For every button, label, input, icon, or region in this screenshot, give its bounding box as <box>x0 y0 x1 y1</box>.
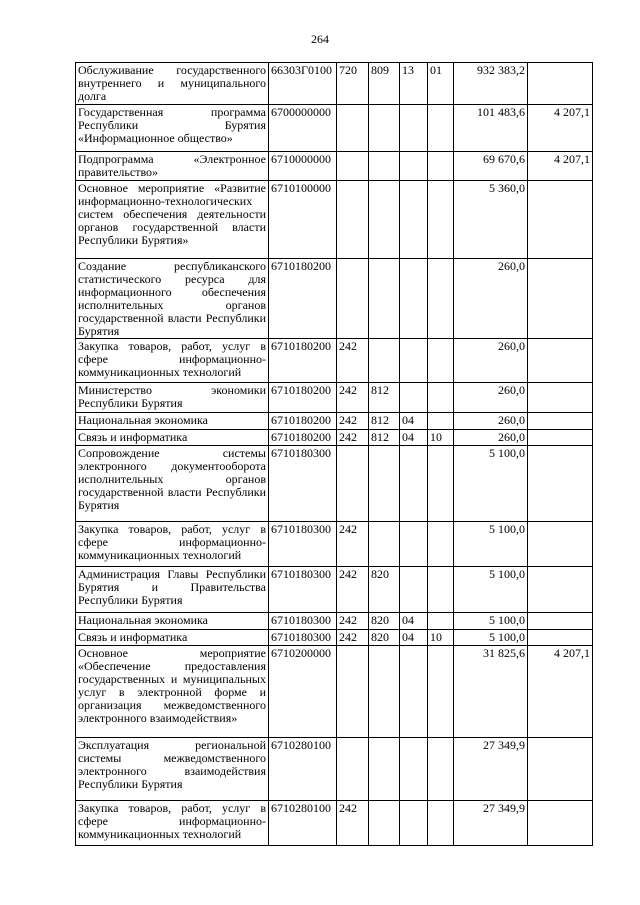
row-sum2 <box>528 259 593 339</box>
row-name: Основное мероприятие «Обеспечение предоставления государственных и муниципальных услуг в электронной форме и организация межведомственного электронного взаимодействия» <box>76 646 269 738</box>
page-number: 264 <box>311 32 329 46</box>
row-pr <box>428 413 454 430</box>
row-vr: 720 <box>337 63 369 105</box>
row-grbs <box>369 152 400 181</box>
row-rz: 04 <box>400 430 428 446</box>
row-csr: 6700000000 <box>269 105 337 152</box>
row-vr <box>337 181 369 259</box>
row-rz <box>400 738 428 801</box>
row-name: Создание республиканского статистического ресурса для информационного обеспечения исполнительных органов государственной власти Республики Бурятия <box>76 259 269 339</box>
row-sum: 27 349,9 <box>454 738 528 801</box>
row-name: Обслуживание государственного внутреннего и муниципального долга <box>76 63 269 105</box>
row-csr: 6710180200 <box>269 383 337 413</box>
row-grbs <box>369 801 400 846</box>
row-grbs: 812 <box>369 430 400 446</box>
row-pr <box>428 383 454 413</box>
row-csr: 6710180200 <box>269 413 337 430</box>
row-sum: 260,0 <box>454 413 528 430</box>
row-grbs: 812 <box>369 383 400 413</box>
row-rz <box>400 181 428 259</box>
row-pr <box>428 522 454 567</box>
row-vr <box>337 646 369 738</box>
row-sum2 <box>528 430 593 446</box>
row-pr <box>428 446 454 522</box>
row-csr: 6710100000 <box>269 181 337 259</box>
row-csr: 66303Г0100 <box>269 63 337 105</box>
row-pr <box>428 738 454 801</box>
row-sum: 5 100,0 <box>454 522 528 567</box>
table-row <box>76 413 593 430</box>
budget-table <box>75 62 593 846</box>
row-sum2 <box>528 339 593 383</box>
row-sum2 <box>528 446 593 522</box>
row-name: Подпрограмма «Электронное правительство» <box>76 152 269 181</box>
table-row <box>76 430 593 446</box>
table-row <box>76 613 593 630</box>
row-sum2: 4 207,1 <box>528 646 593 738</box>
row-vr: 242 <box>337 430 369 446</box>
row-grbs: 812 <box>369 413 400 430</box>
table-row <box>76 152 593 181</box>
row-pr <box>428 105 454 152</box>
row-rz <box>400 646 428 738</box>
row-csr: 6710180300 <box>269 613 337 630</box>
row-grbs <box>369 646 400 738</box>
table-row <box>76 630 593 646</box>
row-grbs: 820 <box>369 613 400 630</box>
table-row <box>76 63 593 105</box>
row-name: Администрация Главы Республики Бурятия и Правительства Республики Бурятия <box>76 567 269 613</box>
row-sum2 <box>528 181 593 259</box>
row-grbs <box>369 105 400 152</box>
row-vr <box>337 259 369 339</box>
row-rz <box>400 446 428 522</box>
row-rz <box>400 522 428 567</box>
row-sum: 27 349,9 <box>454 801 528 846</box>
row-grbs <box>369 259 400 339</box>
row-grbs <box>369 446 400 522</box>
row-sum: 31 825,6 <box>454 646 528 738</box>
row-csr: 6710180300 <box>269 522 337 567</box>
row-grbs: 820 <box>369 567 400 613</box>
row-pr <box>428 259 454 339</box>
table-row <box>76 646 593 738</box>
row-vr: 242 <box>337 522 369 567</box>
table-row <box>76 181 593 259</box>
row-vr: 242 <box>337 339 369 383</box>
table-row <box>76 522 593 567</box>
row-name: Национальная экономика <box>76 413 269 430</box>
row-name: Сопровождение системы электронного документооборота исполнительных органов государственной власти Республики Бурятия <box>76 446 269 522</box>
row-pr <box>428 567 454 613</box>
row-sum: 5 100,0 <box>454 567 528 613</box>
row-rz <box>400 339 428 383</box>
row-grbs <box>369 522 400 567</box>
row-rz <box>400 259 428 339</box>
row-vr: 242 <box>337 613 369 630</box>
row-name: Закупка товаров, работ, услуг в сфере информационно-коммуникационных технологий <box>76 522 269 567</box>
table-row <box>76 446 593 522</box>
row-sum: 101 483,6 <box>454 105 528 152</box>
row-csr: 6710180300 <box>269 630 337 646</box>
row-sum: 260,0 <box>454 259 528 339</box>
row-vr <box>337 152 369 181</box>
row-csr: 6710280100 <box>269 801 337 846</box>
row-sum2 <box>528 630 593 646</box>
row-rz <box>400 567 428 613</box>
row-name: Закупка товаров, работ, услуг в сфере информационно-коммуникационных технологий <box>76 339 269 383</box>
row-pr: 10 <box>428 430 454 446</box>
row-vr <box>337 105 369 152</box>
row-csr: 6710000000 <box>269 152 337 181</box>
row-sum2 <box>528 63 593 105</box>
row-sum2 <box>528 613 593 630</box>
row-name: Эксплуатация региональной системы межведомственного электронного взаимодействия Республики Бурятия <box>76 738 269 801</box>
row-vr <box>337 446 369 522</box>
row-name: Национальная экономика <box>76 613 269 630</box>
row-csr: 6710180200 <box>269 259 337 339</box>
row-rz: 04 <box>400 630 428 646</box>
table-row <box>76 567 593 613</box>
row-rz <box>400 105 428 152</box>
row-sum: 260,0 <box>454 383 528 413</box>
table-row <box>76 259 593 339</box>
row-grbs: 820 <box>369 630 400 646</box>
row-sum: 932 383,2 <box>454 63 528 105</box>
row-grbs <box>369 181 400 259</box>
row-pr <box>428 801 454 846</box>
row-sum: 260,0 <box>454 339 528 383</box>
row-name: Связь и информатика <box>76 430 269 446</box>
row-sum2 <box>528 567 593 613</box>
row-grbs <box>369 339 400 383</box>
row-sum2 <box>528 522 593 567</box>
row-sum2 <box>528 413 593 430</box>
row-sum2: 4 207,1 <box>528 152 593 181</box>
row-vr: 242 <box>337 383 369 413</box>
row-sum2: 4 207,1 <box>528 105 593 152</box>
table-row <box>76 738 593 801</box>
row-grbs: 809 <box>369 63 400 105</box>
table-row <box>76 383 593 413</box>
row-pr <box>428 613 454 630</box>
row-csr: 6710180300 <box>269 446 337 522</box>
row-sum: 5 100,0 <box>454 613 528 630</box>
table-row <box>76 339 593 383</box>
row-pr: 10 <box>428 630 454 646</box>
row-pr <box>428 646 454 738</box>
row-rz <box>400 152 428 181</box>
row-vr <box>337 738 369 801</box>
row-rz <box>400 383 428 413</box>
row-sum: 5 100,0 <box>454 446 528 522</box>
row-rz: 13 <box>400 63 428 105</box>
table-row <box>76 105 593 152</box>
row-name: Закупка товаров, работ, услуг в сфере информационно-коммуникационных технологий <box>76 801 269 846</box>
row-rz: 04 <box>400 413 428 430</box>
row-name: Государственная программа Республики Бурятия «Информационное общество» <box>76 105 269 152</box>
row-sum: 5 100,0 <box>454 630 528 646</box>
row-vr: 242 <box>337 413 369 430</box>
row-csr: 6710200000 <box>269 646 337 738</box>
row-name: Основное мероприятие «Развитие информационно-технологических систем обеспечения деятельности органов государственной власти Республики Бурятия» <box>76 181 269 259</box>
row-csr: 6710280100 <box>269 738 337 801</box>
row-csr: 6710180300 <box>269 567 337 613</box>
row-sum: 5 360,0 <box>454 181 528 259</box>
row-pr <box>428 152 454 181</box>
row-rz <box>400 801 428 846</box>
row-vr: 242 <box>337 567 369 613</box>
row-sum2 <box>528 383 593 413</box>
row-pr: 01 <box>428 63 454 105</box>
row-sum: 69 670,6 <box>454 152 528 181</box>
row-sum2 <box>528 738 593 801</box>
row-grbs <box>369 738 400 801</box>
row-name: Министерство экономики Республики Бурятия <box>76 383 269 413</box>
row-pr <box>428 339 454 383</box>
table-row <box>76 801 593 846</box>
row-rz: 04 <box>400 613 428 630</box>
row-sum: 260,0 <box>454 430 528 446</box>
row-pr <box>428 181 454 259</box>
row-vr: 242 <box>337 630 369 646</box>
row-vr: 242 <box>337 801 369 846</box>
row-csr: 6710180200 <box>269 430 337 446</box>
row-csr: 6710180200 <box>269 339 337 383</box>
row-name: Связь и информатика <box>76 630 269 646</box>
row-sum2 <box>528 801 593 846</box>
